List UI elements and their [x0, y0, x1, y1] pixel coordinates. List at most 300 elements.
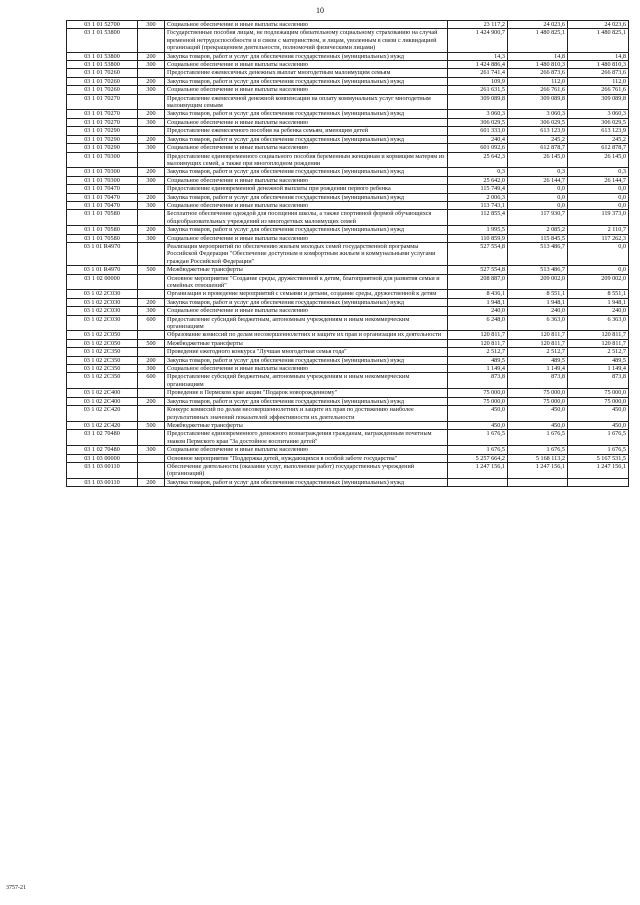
target-article-cell: 03 1 02 2C030 — [67, 307, 138, 315]
amount-year2-cell: 1 948,1 — [508, 298, 568, 306]
amount-year2-cell: 3 060,3 — [508, 110, 568, 118]
target-article-cell: 03 1 01 70470 — [67, 201, 138, 209]
amount-year1-cell: 110 859,9 — [448, 234, 508, 242]
amount-year3-cell: 2 110,7 — [568, 226, 629, 234]
target-article-cell: 03 1 02 2C350 — [67, 365, 138, 373]
expense-type-cell: 200 — [138, 77, 165, 85]
table-row — [67, 94, 629, 110]
table-row — [67, 135, 629, 143]
expense-type-cell — [138, 185, 165, 193]
table-row — [67, 430, 629, 446]
item-name-cell: Закупка товаров, работ и услуг для обеспечения государственных (муниципальных) нужд — [165, 226, 448, 234]
target-article-cell: 03 1 02 2C350 — [67, 348, 138, 356]
expense-type-cell — [138, 152, 165, 168]
amount-year3-cell: 266 761,6 — [568, 86, 629, 94]
amount-year2-cell: 613 123,9 — [508, 127, 568, 135]
target-article-cell: 03 1 01 70270 — [67, 110, 138, 118]
expense-type-cell: 300 — [138, 365, 165, 373]
amount-year1-cell: 873,8 — [448, 373, 508, 389]
amount-year3-cell: 6 363,0 — [568, 315, 629, 331]
item-name-cell: Межбюджетные трансферты — [165, 421, 448, 429]
table-row — [67, 21, 629, 29]
amount-year1-cell: 5 257 664,2 — [448, 454, 508, 462]
budget-table — [66, 20, 629, 487]
expense-type-cell: 200 — [138, 478, 165, 486]
table-row — [67, 234, 629, 242]
table-row — [67, 446, 629, 454]
amount-year2-cell: 1 676,5 — [508, 430, 568, 446]
amount-year2-cell: 1 480 825,1 — [508, 29, 568, 52]
item-name-cell: Государственные пособия лицам, не подлежащим обязательному социальному страхованию на случай временной нетрудоспособности и в связи с материнством, и лицам, уволенным в связи с ликвидацией организаций (прекращением деятельности, полномочий физическими лицами) — [165, 29, 448, 52]
amount-year3-cell: 450,0 — [568, 421, 629, 429]
amount-year1-cell: 109,9 — [448, 77, 508, 85]
amount-year2-cell: 2 085,2 — [508, 226, 568, 234]
expense-type-cell: 200 — [138, 52, 165, 60]
target-article-cell: 03 1 02 2C400 — [67, 389, 138, 397]
table-row — [67, 266, 629, 274]
expense-type-cell — [138, 389, 165, 397]
amount-year3-cell: 2 512,7 — [568, 348, 629, 356]
table-row — [67, 118, 629, 126]
item-name-cell: Закупка товаров, работ и услуг для обеспечения государственных (муниципальных) нужд — [165, 397, 448, 405]
expense-type-cell: 200 — [138, 193, 165, 201]
amount-year3-cell: 26 145,0 — [568, 152, 629, 168]
amount-year2-cell: 26 145,0 — [508, 152, 568, 168]
item-name-cell: Бесплатное обеспечение одеждой для посещения школы, а также спортивной формой обучающихся общеобразовательных учреждений из многодетных малоимущих семей — [165, 210, 448, 226]
amount-year3-cell: 245,2 — [568, 135, 629, 143]
table-row — [67, 339, 629, 347]
expense-type-cell — [138, 406, 165, 422]
amount-year3-cell: 26 144,7 — [568, 176, 629, 184]
target-article-cell: 03 1 01 R4970 — [67, 242, 138, 265]
amount-year3-cell: 5 167 531,5 — [568, 454, 629, 462]
amount-year1-cell: 23 117,2 — [448, 21, 508, 29]
table-row — [67, 168, 629, 176]
table-row — [67, 193, 629, 201]
amount-year3-cell: 1 676,5 — [568, 446, 629, 454]
target-article-cell: 03 1 02 2C420 — [67, 406, 138, 422]
amount-year3-cell: 0,0 — [568, 185, 629, 193]
amount-year3-cell: 266 873,6 — [568, 69, 629, 77]
amount-year2-cell: 1 247 156,1 — [508, 462, 568, 478]
amount-year3-cell: 112,0 — [568, 77, 629, 85]
table-row — [67, 61, 629, 69]
amount-year1-cell: 306 029,5 — [448, 118, 508, 126]
target-article-cell: 03 1 02 2C350 — [67, 356, 138, 364]
target-article-cell: 03 1 01 53800 — [67, 61, 138, 69]
expense-type-cell: 300 — [138, 86, 165, 94]
item-name-cell: Предоставление ежемесячной денежной компенсации на оплату коммунальных услуг многодетным малоимущим семьям — [165, 94, 448, 110]
item-name-cell: Закупка товаров, работ и услуг для обеспечения государственных (муниципальных) нужд — [165, 193, 448, 201]
amount-year2-cell: 8 551,1 — [508, 290, 568, 298]
amount-year1-cell: 6 248,0 — [448, 315, 508, 331]
amount-year1-cell: 25 642,0 — [448, 176, 508, 184]
amount-year3-cell: 75 000,0 — [568, 389, 629, 397]
amount-year3-cell: 1 247 156,1 — [568, 462, 629, 478]
amount-year3-cell: 240,0 — [568, 307, 629, 315]
item-name-cell: Предоставление субсидий бюджетным, автономным учреждениям и иным некоммерческим организациям — [165, 373, 448, 389]
expense-type-cell: 300 — [138, 446, 165, 454]
amount-year2-cell: 309 089,8 — [508, 94, 568, 110]
target-article-cell: 03 1 01 53800 — [67, 29, 138, 52]
item-name-cell: Социальное обеспечение и иные выплаты населению — [165, 176, 448, 184]
amount-year3-cell: 3 060,3 — [568, 110, 629, 118]
amount-year2-cell: 240,0 — [508, 307, 568, 315]
expense-type-cell — [138, 462, 165, 478]
amount-year1-cell: 2 006,3 — [448, 193, 508, 201]
amount-year1-cell: 261 741,4 — [448, 69, 508, 77]
table-row — [67, 331, 629, 339]
item-name-cell: Социальное обеспечение и иные выплаты населению — [165, 144, 448, 152]
target-article-cell: 03 1 01 70580 — [67, 210, 138, 226]
item-name-cell: Образование комиссий по делам несовершеннолетних и защите их прав и организация их деятельности — [165, 331, 448, 339]
amount-year1-cell: 1 149,4 — [448, 365, 508, 373]
item-name-cell: Закупка товаров, работ и услуг для обеспечения государственных (муниципальных) нужд — [165, 356, 448, 364]
item-name-cell: Социальное обеспечение и иные выплаты населению — [165, 234, 448, 242]
amount-year1-cell: 240,0 — [448, 307, 508, 315]
amount-year1-cell: 1 948,1 — [448, 298, 508, 306]
amount-year1-cell: 450,0 — [448, 406, 508, 422]
amount-year1-cell: 208 887,0 — [448, 274, 508, 290]
expense-type-cell — [138, 69, 165, 77]
expense-type-cell — [138, 274, 165, 290]
amount-year1-cell: 75 000,0 — [448, 397, 508, 405]
item-name-cell: Предоставление единовременного социального пособия беременным женщинам и кормящим матерям из малоимущих семей, а также при многоплодном рождении — [165, 152, 448, 168]
item-name-cell: Закупка товаров, работ и услуг для обеспечения государственных (муниципальных) нужд — [165, 168, 448, 176]
amount-year1-cell: 527 554,8 — [448, 242, 508, 265]
amount-year1-cell: 1 424 886,4 — [448, 61, 508, 69]
item-name-cell: Основное мероприятие "Поддержка детей, нуждающихся в особой заботе государства" — [165, 454, 448, 462]
target-article-cell: 03 1 01 70260 — [67, 77, 138, 85]
item-name-cell: Социальное обеспечение и иные выплаты населению — [165, 118, 448, 126]
amount-year3-cell: 612 878,7 — [568, 144, 629, 152]
table-row — [67, 210, 629, 226]
amount-year1-cell: 240,4 — [448, 135, 508, 143]
amount-year3-cell: 1 480 810,3 — [568, 61, 629, 69]
target-article-cell: 03 1 02 00000 — [67, 274, 138, 290]
expense-type-cell — [138, 454, 165, 462]
amount-year3-cell: 209 002,0 — [568, 274, 629, 290]
target-article-cell: 03 1 01 70270 — [67, 118, 138, 126]
amount-year2-cell: 489,5 — [508, 356, 568, 364]
amount-year2-cell: 612 878,7 — [508, 144, 568, 152]
target-article-cell: 03 1 02 2C030 — [67, 290, 138, 298]
expense-type-cell — [138, 331, 165, 339]
amount-year2-cell: 209 002,0 — [508, 274, 568, 290]
item-name-cell: Реализация мероприятий по обеспечению жильем молодых семей государственной программы Российской Федерации "Обеспечение доступным и комфортным жильем и коммунальными услугами граждан Российской Федерации" — [165, 242, 448, 265]
item-name-cell: Социальное обеспечение и иные выплаты населению — [165, 446, 448, 454]
amount-year1-cell: 2 512,7 — [448, 348, 508, 356]
target-article-cell: 03 1 01 70290 — [67, 135, 138, 143]
table-row — [67, 69, 629, 77]
amount-year2-cell: 0,3 — [508, 168, 568, 176]
amount-year3-cell: 450,0 — [568, 406, 629, 422]
amount-year2-cell: 0,0 — [508, 193, 568, 201]
target-article-cell: 03 1 01 R4970 — [67, 266, 138, 274]
expense-type-cell: 200 — [138, 135, 165, 143]
target-article-cell: 03 1 03 00110 — [67, 462, 138, 478]
amount-year2-cell: 117 930,7 — [508, 210, 568, 226]
page-number: 10 — [316, 6, 324, 15]
expense-type-cell: 300 — [138, 234, 165, 242]
amount-year3-cell: 119 373,0 — [568, 210, 629, 226]
amount-year2-cell: 120 811,7 — [508, 331, 568, 339]
table-row — [67, 454, 629, 462]
expense-type-cell — [138, 290, 165, 298]
target-article-cell: 03 1 02 2C050 — [67, 339, 138, 347]
target-article-cell: 03 1 01 70290 — [67, 127, 138, 135]
amount-year3-cell: 0,0 — [568, 193, 629, 201]
amount-year1-cell: 0,3 — [448, 168, 508, 176]
amount-year1-cell: 1 424 900,7 — [448, 29, 508, 52]
table-row — [67, 242, 629, 265]
table-row — [67, 298, 629, 306]
amount-year2-cell: 873,8 — [508, 373, 568, 389]
target-article-cell: 03 1 02 2C030 — [67, 298, 138, 306]
amount-year1-cell: 261 631,5 — [448, 86, 508, 94]
table-row — [67, 110, 629, 118]
item-name-cell: Обеспечение деятельности (оказание услуг, выполнение работ) государственных учреждений (организаций) — [165, 462, 448, 478]
item-name-cell: Проведение в Пермском крае акции "Подарок новорожденному" — [165, 389, 448, 397]
target-article-cell: 03 1 03 00000 — [67, 454, 138, 462]
amount-year1-cell: 601 092,6 — [448, 144, 508, 152]
table-row — [67, 348, 629, 356]
amount-year1-cell: 450,0 — [448, 421, 508, 429]
item-name-cell: Закупка товаров, работ и услуг для обеспечения государственных (муниципальных) нужд — [165, 77, 448, 85]
table-row — [67, 315, 629, 331]
budget-table-body — [67, 21, 629, 487]
item-name-cell: Закупка товаров, работ и услуг для обеспечения государственных (муниципальных) нужд — [165, 478, 448, 486]
item-name-cell: Предоставление единовременного денежного вознаграждения гражданам, награжденным почетным знаком Пермского края "За достойное воспитание детей" — [165, 430, 448, 446]
amount-year2-cell — [508, 478, 568, 486]
table-row — [67, 373, 629, 389]
amount-year3-cell: 75 000,0 — [568, 397, 629, 405]
amount-year1-cell: 3 060,3 — [448, 110, 508, 118]
amount-year3-cell: 8 551,1 — [568, 290, 629, 298]
table-row — [67, 144, 629, 152]
amount-year3-cell: 1 676,5 — [568, 430, 629, 446]
table-row — [67, 274, 629, 290]
table-row — [67, 152, 629, 168]
amount-year3-cell: 306 029,5 — [568, 118, 629, 126]
amount-year1-cell: 112 855,4 — [448, 210, 508, 226]
expense-type-cell: 200 — [138, 356, 165, 364]
target-article-cell: 03 1 01 70470 — [67, 193, 138, 201]
amount-year2-cell: 24 023,6 — [508, 21, 568, 29]
amount-year2-cell: 513 486,7 — [508, 266, 568, 274]
amount-year3-cell: 613 123,9 — [568, 127, 629, 135]
target-article-cell: 03 1 01 70300 — [67, 176, 138, 184]
target-article-cell: 03 1 03 00110 — [67, 478, 138, 486]
item-name-cell: Социальное обеспечение и иные выплаты населению — [165, 86, 448, 94]
expense-type-cell — [138, 242, 165, 265]
amount-year2-cell: 1 480 810,3 — [508, 61, 568, 69]
target-article-cell: 03 1 02 2C420 — [67, 421, 138, 429]
amount-year1-cell: 14,3 — [448, 52, 508, 60]
expense-type-cell: 500 — [138, 266, 165, 274]
table-row — [67, 397, 629, 405]
item-name-cell: Закупка товаров, работ и услуг для обеспечения государственных (муниципальных) нужд — [165, 52, 448, 60]
amount-year1-cell: 1 676,5 — [448, 430, 508, 446]
amount-year1-cell: 601 333,0 — [448, 127, 508, 135]
amount-year3-cell: 309 089,8 — [568, 94, 629, 110]
item-name-cell: Предоставление единовременной денежной выплаты при рождении первого ребенка — [165, 185, 448, 193]
amount-year2-cell: 6 363,0 — [508, 315, 568, 331]
amount-year2-cell: 450,0 — [508, 421, 568, 429]
amount-year1-cell: 113 743,1 — [448, 201, 508, 209]
item-name-cell: Предоставление субсидий бюджетным, автономным учреждениям и иным некоммерческим организациям — [165, 315, 448, 331]
table-row — [67, 127, 629, 135]
table-row — [67, 176, 629, 184]
amount-year3-cell: 120 811,7 — [568, 339, 629, 347]
target-article-cell: 03 1 01 70300 — [67, 168, 138, 176]
item-name-cell: Социальное обеспечение и иные выплаты населению — [165, 61, 448, 69]
expense-type-cell: 200 — [138, 226, 165, 234]
target-article-cell: 03 1 02 2C350 — [67, 373, 138, 389]
expense-type-cell — [138, 94, 165, 110]
item-name-cell: Закупка товаров, работ и услуг для обеспечения государственных (муниципальных) нужд — [165, 110, 448, 118]
expense-type-cell: 300 — [138, 201, 165, 209]
expense-type-cell: 300 — [138, 144, 165, 152]
amount-year3-cell: 0,0 — [568, 242, 629, 265]
expense-type-cell: 300 — [138, 176, 165, 184]
amount-year3-cell: 1 480 825,1 — [568, 29, 629, 52]
amount-year2-cell: 0,0 — [508, 185, 568, 193]
amount-year1-cell: 75 000,0 — [448, 389, 508, 397]
amount-year2-cell: 266 761,6 — [508, 86, 568, 94]
target-article-cell: 03 1 02 2C050 — [67, 331, 138, 339]
table-row — [67, 406, 629, 422]
amount-year1-cell: 8 436,1 — [448, 290, 508, 298]
amount-year3-cell: 14,8 — [568, 52, 629, 60]
target-article-cell: 03 1 01 70470 — [67, 185, 138, 193]
expense-type-cell — [138, 348, 165, 356]
amount-year3-cell: 1 948,1 — [568, 298, 629, 306]
expense-type-cell: 300 — [138, 61, 165, 69]
amount-year1-cell — [448, 478, 508, 486]
item-name-cell: Предоставление ежемесячных денежных выплат многодетным малоимущим семьям — [165, 69, 448, 77]
amount-year2-cell: 245,2 — [508, 135, 568, 143]
table-row — [67, 478, 629, 486]
target-article-cell: 03 1 02 2C030 — [67, 315, 138, 331]
amount-year3-cell: 873,8 — [568, 373, 629, 389]
table-row — [67, 421, 629, 429]
amount-year3-cell: 117 262,3 — [568, 234, 629, 242]
table-row — [67, 226, 629, 234]
item-name-cell: Социальное обеспечение и иные выплаты населению — [165, 201, 448, 209]
amount-year2-cell: 0,0 — [508, 201, 568, 209]
expense-type-cell: 200 — [138, 110, 165, 118]
target-article-cell: 03 1 02 2C400 — [67, 397, 138, 405]
item-name-cell: Межбюджетные трансферты — [165, 266, 448, 274]
amount-year1-cell: 25 642,3 — [448, 152, 508, 168]
item-name-cell: Межбюджетные трансферты — [165, 339, 448, 347]
expense-type-cell — [138, 210, 165, 226]
amount-year1-cell: 1 247 156,1 — [448, 462, 508, 478]
expense-type-cell: 500 — [138, 339, 165, 347]
item-name-cell: Организация и проведение мероприятий с семьями и детьми, создание среды, дружественной к детям — [165, 290, 448, 298]
expense-type-cell: 500 — [138, 421, 165, 429]
expense-type-cell — [138, 29, 165, 52]
table-row — [67, 389, 629, 397]
amount-year2-cell: 513 486,7 — [508, 242, 568, 265]
expense-type-cell: 300 — [138, 21, 165, 29]
amount-year3-cell: 24 023,6 — [568, 21, 629, 29]
target-article-cell: 03 1 01 70260 — [67, 69, 138, 77]
target-article-cell: 03 1 01 70290 — [67, 144, 138, 152]
amount-year2-cell: 450,0 — [508, 406, 568, 422]
amount-year1-cell: 120 811,7 — [448, 331, 508, 339]
amount-year3-cell: 0,0 — [568, 266, 629, 274]
amount-year1-cell: 115 749,4 — [448, 185, 508, 193]
item-name-cell: Проведение ежегодного конкурса "Лучшая многодетная семья года" — [165, 348, 448, 356]
item-name-cell: Социальное обеспечение и иные выплаты населению — [165, 21, 448, 29]
document-code: 3757-21 — [6, 885, 26, 891]
target-article-cell: 03 1 01 70270 — [67, 94, 138, 110]
amount-year3-cell: 1 149,4 — [568, 365, 629, 373]
expense-type-cell: 200 — [138, 298, 165, 306]
amount-year1-cell: 489,5 — [448, 356, 508, 364]
target-article-cell: 03 1 02 70480 — [67, 446, 138, 454]
amount-year2-cell: 75 000,0 — [508, 397, 568, 405]
table-row — [67, 52, 629, 60]
expense-type-cell: 600 — [138, 373, 165, 389]
table-row — [67, 77, 629, 85]
amount-year2-cell: 1 676,5 — [508, 446, 568, 454]
amount-year3-cell: 0,3 — [568, 168, 629, 176]
amount-year1-cell: 1 676,5 — [448, 446, 508, 454]
amount-year1-cell: 1 995,5 — [448, 226, 508, 234]
table-row — [67, 307, 629, 315]
amount-year2-cell: 115 845,5 — [508, 234, 568, 242]
amount-year2-cell: 14,8 — [508, 52, 568, 60]
amount-year2-cell: 26 144,7 — [508, 176, 568, 184]
amount-year3-cell: 0,0 — [568, 201, 629, 209]
table-row — [67, 356, 629, 364]
table-row — [67, 201, 629, 209]
expense-type-cell: 300 — [138, 118, 165, 126]
table-row — [67, 86, 629, 94]
target-article-cell: 03 1 01 53800 — [67, 52, 138, 60]
expense-type-cell: 200 — [138, 168, 165, 176]
amount-year2-cell: 120 811,7 — [508, 339, 568, 347]
table-row — [67, 29, 629, 52]
item-name-cell: Основное мероприятие "Создание среды, дружественной к детям, благоприятной для развития семьи и семейных отношений" — [165, 274, 448, 290]
table-row — [67, 462, 629, 478]
item-name-cell: Социальное обеспечение и иные выплаты населению — [165, 365, 448, 373]
table-row — [67, 185, 629, 193]
expense-type-cell: 600 — [138, 315, 165, 331]
amount-year2-cell: 5 168 113,2 — [508, 454, 568, 462]
amount-year1-cell: 120 811,7 — [448, 339, 508, 347]
amount-year1-cell: 309 089,8 — [448, 94, 508, 110]
target-article-cell: 03 1 01 70260 — [67, 86, 138, 94]
amount-year2-cell: 306 029,5 — [508, 118, 568, 126]
amount-year2-cell: 266 873,6 — [508, 69, 568, 77]
amount-year1-cell: 527 554,8 — [448, 266, 508, 274]
expense-type-cell — [138, 127, 165, 135]
target-article-cell: 03 1 01 70580 — [67, 234, 138, 242]
amount-year3-cell — [568, 478, 629, 486]
item-name-cell: Предоставление ежемесячного пособия на ребенка семьям, имеющим детей — [165, 127, 448, 135]
item-name-cell: Закупка товаров, работ и услуг для обеспечения государственных (муниципальных) нужд — [165, 135, 448, 143]
table-row — [67, 365, 629, 373]
item-name-cell: Социальное обеспечение и иные выплаты населению — [165, 307, 448, 315]
amount-year3-cell: 489,5 — [568, 356, 629, 364]
item-name-cell: Конкурс комиссий по делам несовершеннолетних и защите их прав по достижению наиболее результативных значений показателей эффективности их деятельности — [165, 406, 448, 422]
amount-year2-cell: 112,0 — [508, 77, 568, 85]
target-article-cell: 03 1 01 52700 — [67, 21, 138, 29]
